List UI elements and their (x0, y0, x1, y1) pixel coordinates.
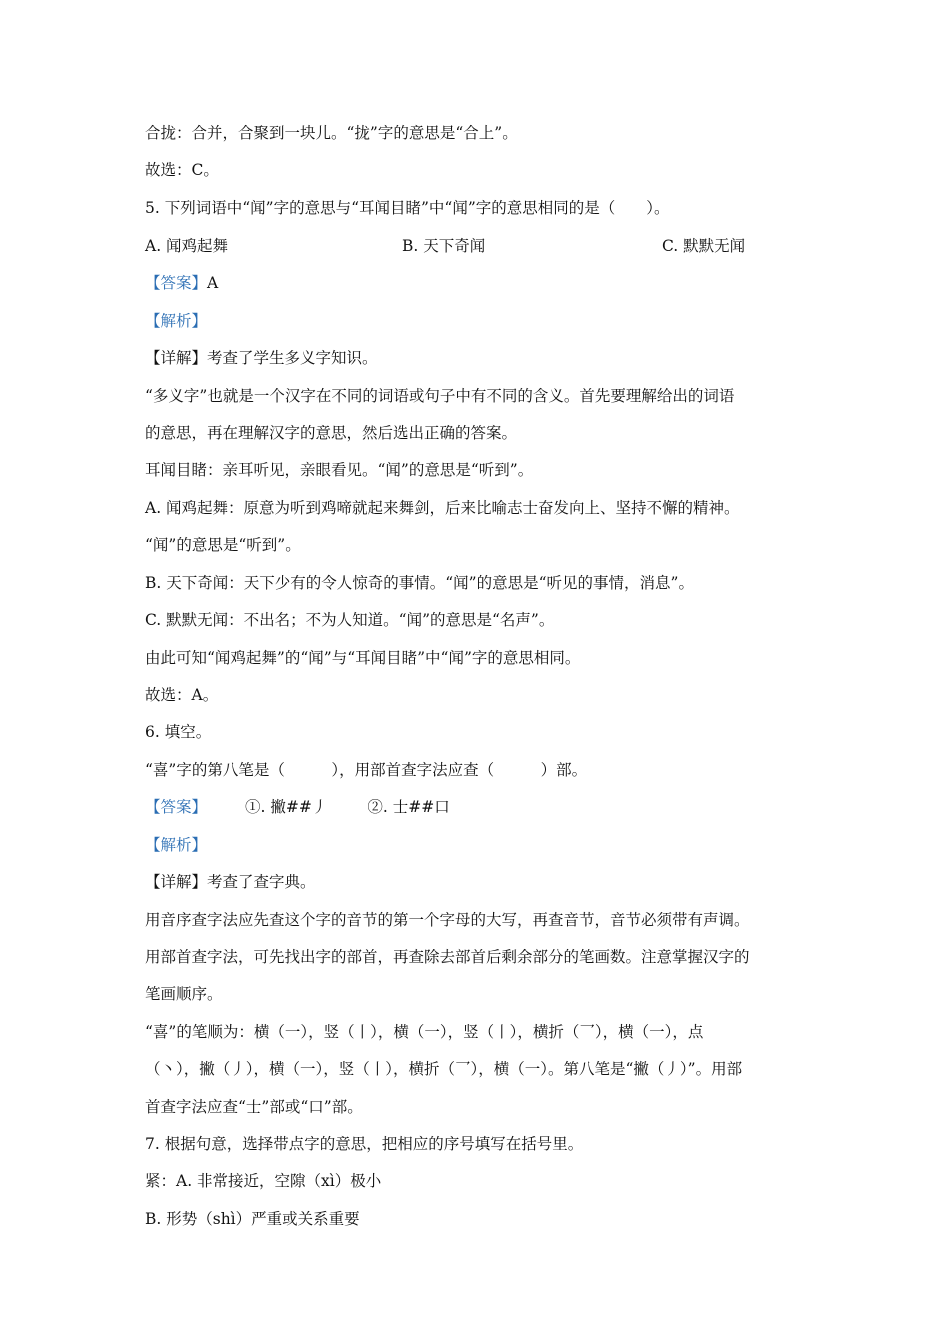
text-line: 故选：A。 (145, 686, 219, 704)
text-line: 首查字法应查“士”部或“口”部。 (145, 1098, 363, 1116)
q6-answer (145, 796, 450, 818)
text-line: A. 闻鸡起舞：原意为听到鸡啼就起来舞剑，后来比喻志士奋发向上、坚持不懈的精神。 (145, 499, 740, 517)
answer-value-1: ①. 撇##丿 (245, 798, 328, 816)
question-7-stem: 7. 根据句意，选择带点字的意思，把相应的序号填写在括号里。 (145, 1135, 584, 1153)
q5-answer (145, 272, 218, 294)
text-line: 紧：A. 非常接近，空隙（xì）极小 (145, 1172, 382, 1190)
text-line: 故选：C。 (145, 161, 219, 179)
text-line: 合拢：合并，合聚到一块儿。“拢”字的意思是“合上”。 (145, 124, 518, 142)
answer-tag: 【答案】 (145, 274, 208, 292)
detail-text: 考查了查字典。 (207, 873, 316, 891)
text-line: 用音序查字法应先查这个字的音节的第一个字母的大写，再查音节，音节必须带有声调。 (145, 911, 750, 929)
text-line: 由此可知“闻鸡起舞”的“闻”与“耳闻目睹”中“闻”字的意思相同。 (145, 649, 581, 667)
q5-option-b: B. 天下奇闻 (402, 237, 486, 255)
text-line: 的意思，再在理解汉字的意思，然后选出正确的答案。 (145, 424, 518, 442)
answer-tag: 【答案】 (145, 798, 208, 816)
q6-analysis-tag: 【解析】 (145, 836, 208, 854)
q5-detail (145, 347, 378, 369)
question-5-stem: 5. 下列词语中“闻”字的意思与“耳闻目睹”中“闻”字的意思相同的是（ ）。 (145, 199, 670, 217)
answer-value: A (207, 274, 219, 292)
q5-option-a: A. 闻鸡起舞 (145, 237, 229, 255)
detail-tag: 【详解】 (145, 349, 208, 367)
text-line: 耳闻目睹：亲耳听见，亲眼看见。“闻”的意思是“听到”。 (145, 461, 534, 479)
q5-option-c: C. 默默无闻 (662, 237, 746, 255)
q6-detail (145, 871, 316, 893)
question-6-stem: 6. 填空。 (145, 723, 212, 741)
q6-fill-blank: “喜”字的第八笔是（ ），用部首查字法应查（ ）部。 (145, 761, 588, 779)
detail-tag: 【详解】 (145, 873, 208, 891)
detail-text: 考查了学生多义字知识。 (207, 349, 378, 367)
text-line: “多义字”也就是一个汉字在不同的词语或句子中有不同的含义。首先要理解给出的词语 (145, 387, 735, 405)
text-line: B. 天下奇闻：天下少有的令人惊奇的事情。“闻”的意思是“听见的事情，消息”。 (145, 574, 694, 592)
text-line: 笔画顺序。 (145, 985, 223, 1003)
text-line: B. 形势（shì）严重或关系重要 (145, 1210, 360, 1228)
text-line: 用部首查字法，可先找出字的部首，再查除去部首后剩余部分的笔画数。注意掌握汉字的 (145, 948, 750, 966)
text-line: “闻”的意思是“听到”。 (145, 536, 301, 554)
text-line: “喜”的笔顺为：横（一），竖（丨），横（一），竖（丨），横折（乛），横（一），点 (145, 1023, 704, 1041)
text-line: （丶），撇（丿），横（一），竖（丨），横折（乛），横（一）。第八笔是“撇（丿）”。用部 (145, 1060, 743, 1078)
q5-analysis-tag: 【解析】 (145, 312, 208, 330)
text-line: C. 默默无闻：不出名；不为人知道。“闻”的意思是“名声”。 (145, 611, 555, 629)
answer-value-2: ②. 士##口 (367, 798, 450, 816)
